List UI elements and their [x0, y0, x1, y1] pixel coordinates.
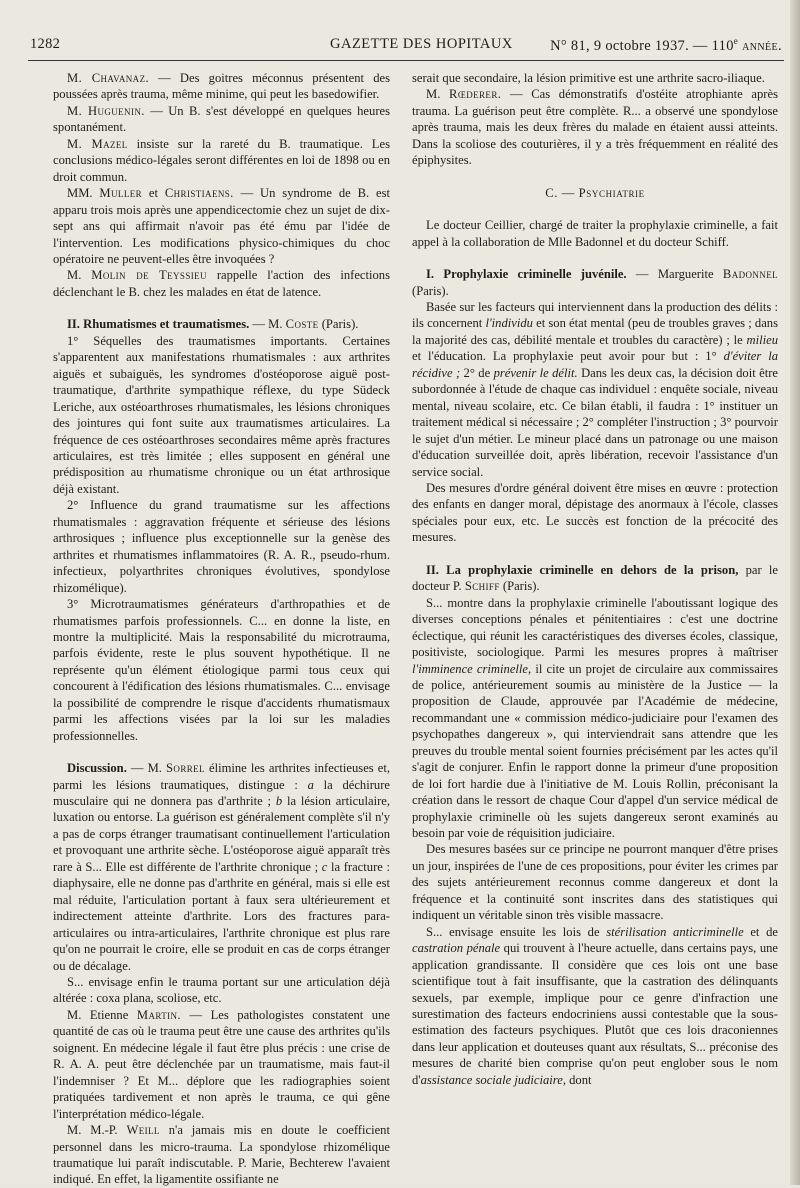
left-column — [53, 70, 390, 1188]
issue-info: N° 81, 9 octobre 1937. — 110e année. — [550, 36, 782, 54]
page-number: 1282 — [30, 36, 61, 52]
paragraph: M. Rœderer. — Cas démonstratifs d'ostéite atrophiante après trauma. La guérison peut être complète. R... a observé une spondylose après trauma, mais les deux frères du malade en étaient aussi atteints. Dans la scoliose des couturières, il y a très fréquemment en réalité des épiphysites. — [412, 87, 778, 168]
subsection-heading-juvenile: I. Prophylaxie criminelle juvénile. — Marguerite Badonnel (Paris). — [412, 267, 778, 298]
subsection-heading-prison: II. La prophylaxie criminelle en dehors de la prison, par le docteur P. Schiff (Paris). — [412, 562, 779, 594]
section-title-psychiatrie: C. — Psychiatrie — [545, 185, 645, 200]
journal-title: GAZETTE DES HOPITAUX — [330, 36, 513, 52]
paragraph: M. Molin de Teyssieu rappelle l'action des infections déclenchant le B. chez les malades en état de latence. — [53, 268, 391, 299]
paragraph: M. M.-P. Weill n'a jamais mis en doute le coefficient personnel dans les micro-trauma. La spondylose rhizomélique traumatique lui paraît indiscutable. P. Marie, Bechterew l'avaient indiqué. En effet, la ligamentite ossifiante ne — [53, 1123, 390, 1187]
paragraph: serait que secondaire, la lésion primitive est une arthrite sacro-iliaque. — [412, 71, 765, 85]
right-column — [412, 70, 778, 1088]
paragraph: S... montre dans la prophylaxie criminelle l'aboutissant logique des diverses conceptions pénales et pénitentiaires : c'est une doctrine éclectique, qui réunit les caractéristiques des diverses écoles, classique, positiviste, sociologique. Parmi les mesures propres à maîtriser l'imminence criminelle, il cite un projet de circulaire aux commissaires de police, antérieurement soumis au ministère de la Justice — la proposition de Claude, approuvée par l'Académie de médecine, recommandant une « commission médico-judiciaire pour l'examen des psychopathes dangereux », qui interviendrait sans attendre que les preuves du trouble mental soient fournies précisément par les actes qu'il s'agit de conjurer. Enfin le rapport donne la primeur d'une proposition de loi fort hardie due à l'initiative de M. Louis Rollin, préconisant la création dans le ressort de chaque Cour d'appel d'un service médical de prophylaxie criminelle où les sujets dangereux seront examinés au besoin par voie de réquisition judiciaire. — [412, 595, 778, 841]
paragraph: M. Huguenin. — Un B. s'est développé en quelques heures spontanément. — [53, 103, 391, 135]
paragraph: M. Mazel insiste sur la rareté du B. traumatique. Les conclusions médico-légales seront différentes en loi de 1898 ou en droit commun. — [53, 136, 390, 184]
paragraph: Des mesures basées sur ce principe ne pourront manquer d'être prises un jour, inspirées de l'une de ces propositions, pour éviter les crimes par des sujets antérieurement reconnus comme dangereux et dont la fréquence et la continuité sont inscrites dans des statistiques qui indiquent un véritable sinon très visible massacre. — [412, 842, 778, 923]
paragraph: 2° Influence du grand traumatisme sur les affections rhumatismales : aggravation fréquente et sérieuse des lésions arthrosiques ; influence plus exceptionnelle sur la genèse des arthrites et rhumatismes inflammatoires (R. A. R., pseudo-rhum. infectieux, polyarthrites chroniques évolutives, spondylose rhizomélique). — [53, 498, 390, 595]
section-heading-rhumatismes: II. Rhumatismes et traumatismes. — M. Coste (Paris). — [67, 317, 359, 332]
discussion-paragraph: Discussion. — M. Sorrel élimine les arthrites infectieuses et, parmi les lésions traumatiques, distingue : a la déchirure musculaire qui ne donnera pas d'arthrite ; b la lésion articulaire, luxation ou entorse. La guérison est généralement complète s'il n'y a pas de corps étranger traumatisant continuellement l'articulation et provoquant une arthrite sèche. L'ostéoporose aiguë apparaît très rare à S... Elle est différente de l'arthrite chronique ; c la fracture : diaphysaire, elle ne donne pas d'arthrite en général, mais si elle est mal réduite, l'articulation portant à faux sera ultérieurement et indirectement atteinte d'arthrite. Lors des fractures para-articulaires ou intra-articulaires, l'arthrite chronique est plus rare qu'on ne pourrait le croire, elle se produit en cas de corps étranger ou de décalage. — [53, 761, 391, 973]
paragraph: Des mesures d'ordre général doivent être mises en œuvre : protection des enfants en danger moral, dépistage des anormaux à l'école, classes spéciales pour eux, etc. Le succès est fonction de la précocité des mesures. — [412, 480, 778, 545]
paragraph: Basée sur les facteurs qui interviennent dans la production des délits : ils concernent l'individu et son état mental (peu de troubles graves ; dans la majorité des cas, débilité mentale et troubles du caractère) ; le milieu et l'éducation. La prophylaxie peut avoir pour but : 1° d'éviter la récidive ; 2° de prévenir le délit. Dans les deux cas, la décision doit être subordonnée à l'étude de chaque cas individuel : enquête sociale, niveau mental, niveau scolaire, etc. Ce bilan établi, il faudra : 1° instituer un traitement médical si nécessaire ; 2° compléter l'instruction ; 3° pourvoir le sujet d'un métier. Le mineur placé dans un patronage ou une maison d'éducation surveillée doit, après libération, recevoir l'assistance d'un service social. — [412, 299, 778, 479]
paragraph: S... envisage enfin le trauma portant sur une articulation déjà altérée : coxa plana, scoliose, etc. — [53, 975, 390, 1006]
paragraph: MM. Muller et Christiaens. — Un syndrome de B. est apparu trois mois après une appendicectomie chez un sujet de dix-sept ans qui affirmait n'avoir pas été ému par l'idée de l'intervention. Les modifications physico-chimiques du choc opératoire ne peuvent-elles être invoquées ? — [53, 186, 390, 266]
page-header — [30, 36, 782, 58]
header-rule — [28, 60, 784, 61]
paragraph: 1° Séquelles des traumatismes importants. Certaines s'apparentent aux manifestations rhumatismales : aux arthrites aiguës et subaiguës, les syndromes d'ostéoporose aiguë post-traumatique, d'arthrite sympathique réflexe, du type Südeck Leriche, aux ostéoarthroses rhumatismales, les lésions chroniques des jointures qui font suite aux traumatismes articulaires. La fréquence de ces ostéoarthroses secondaires même après fractures articulaires, est très limitée ; elles supposent en général une prédisposition au rhumatisme chronique ou un état arthrosique déjà existant. — [53, 333, 390, 496]
paragraph: 3° Microtraumatismes générateurs d'arthropathies et de rhumatismes parfois professionnels. C... en donne la liste, en montre la multiplicité. Mais la responsabilité du microtrauma, parfois évidente, reste le plus souvent hypothétique. Il ne représente qu'un élément étiologique parmi tous ceux qui concourent à l'édification des lésions rhumatismales. C... envisage la possibilité de comprendre le risque d'accidents rhumatismaux parmi les affections visées par la loi sur les maladies professionnelles. — [53, 597, 390, 743]
page-edge-shadow — [790, 0, 800, 1185]
paragraph: M. Chavanaz. — Des goitres méconnus présentent des poussées après trauma, même minime, qui peut les basedowifier. — [53, 71, 390, 102]
paragraph: Le docteur Ceillier, chargé de traiter la prophylaxie criminelle, a fait appel à la collaboration de Mlle Badonnel et du docteur Schiff. — [412, 218, 778, 249]
paragraph: S... envisage ensuite les lois de stérilisation anticriminelle et de castration pénale qui trouvent à l'heure actuelle, dans certains pays, une application grandissante. Il considère que ces lois ont une base scientifique tout à fait insuffisante, que la castration des délinquants sexuels, par exemple, implique pour ce genre d'infraction une surestimation des facteurs endocriniens aussi contestable que la sous-estimation des facteurs psychiques. Plutôt que ces lois draconiennes dans leur application et douteuses quant aux résultats, S... préconise des mesures de charité bien comprise qu'on peut englober sous le nom d'assistance sociale judiciaire, dont — [412, 924, 779, 1087]
paragraph: M. Etienne Martin. — Les pathologistes constatent une quantité de cas où le trauma peut être une cause des arthrites qu'ils soignent. En médecine légale il faut être plus précis : une crise de R. A. A. peut être déclenchée par un traumatisme, mais faut-il l'indemniser ? Et M... déplore que les radiographies soient pratiquées tardivement et non après le trauma, ce qui gêne l'interprétation médico-légale. — [53, 1007, 390, 1121]
